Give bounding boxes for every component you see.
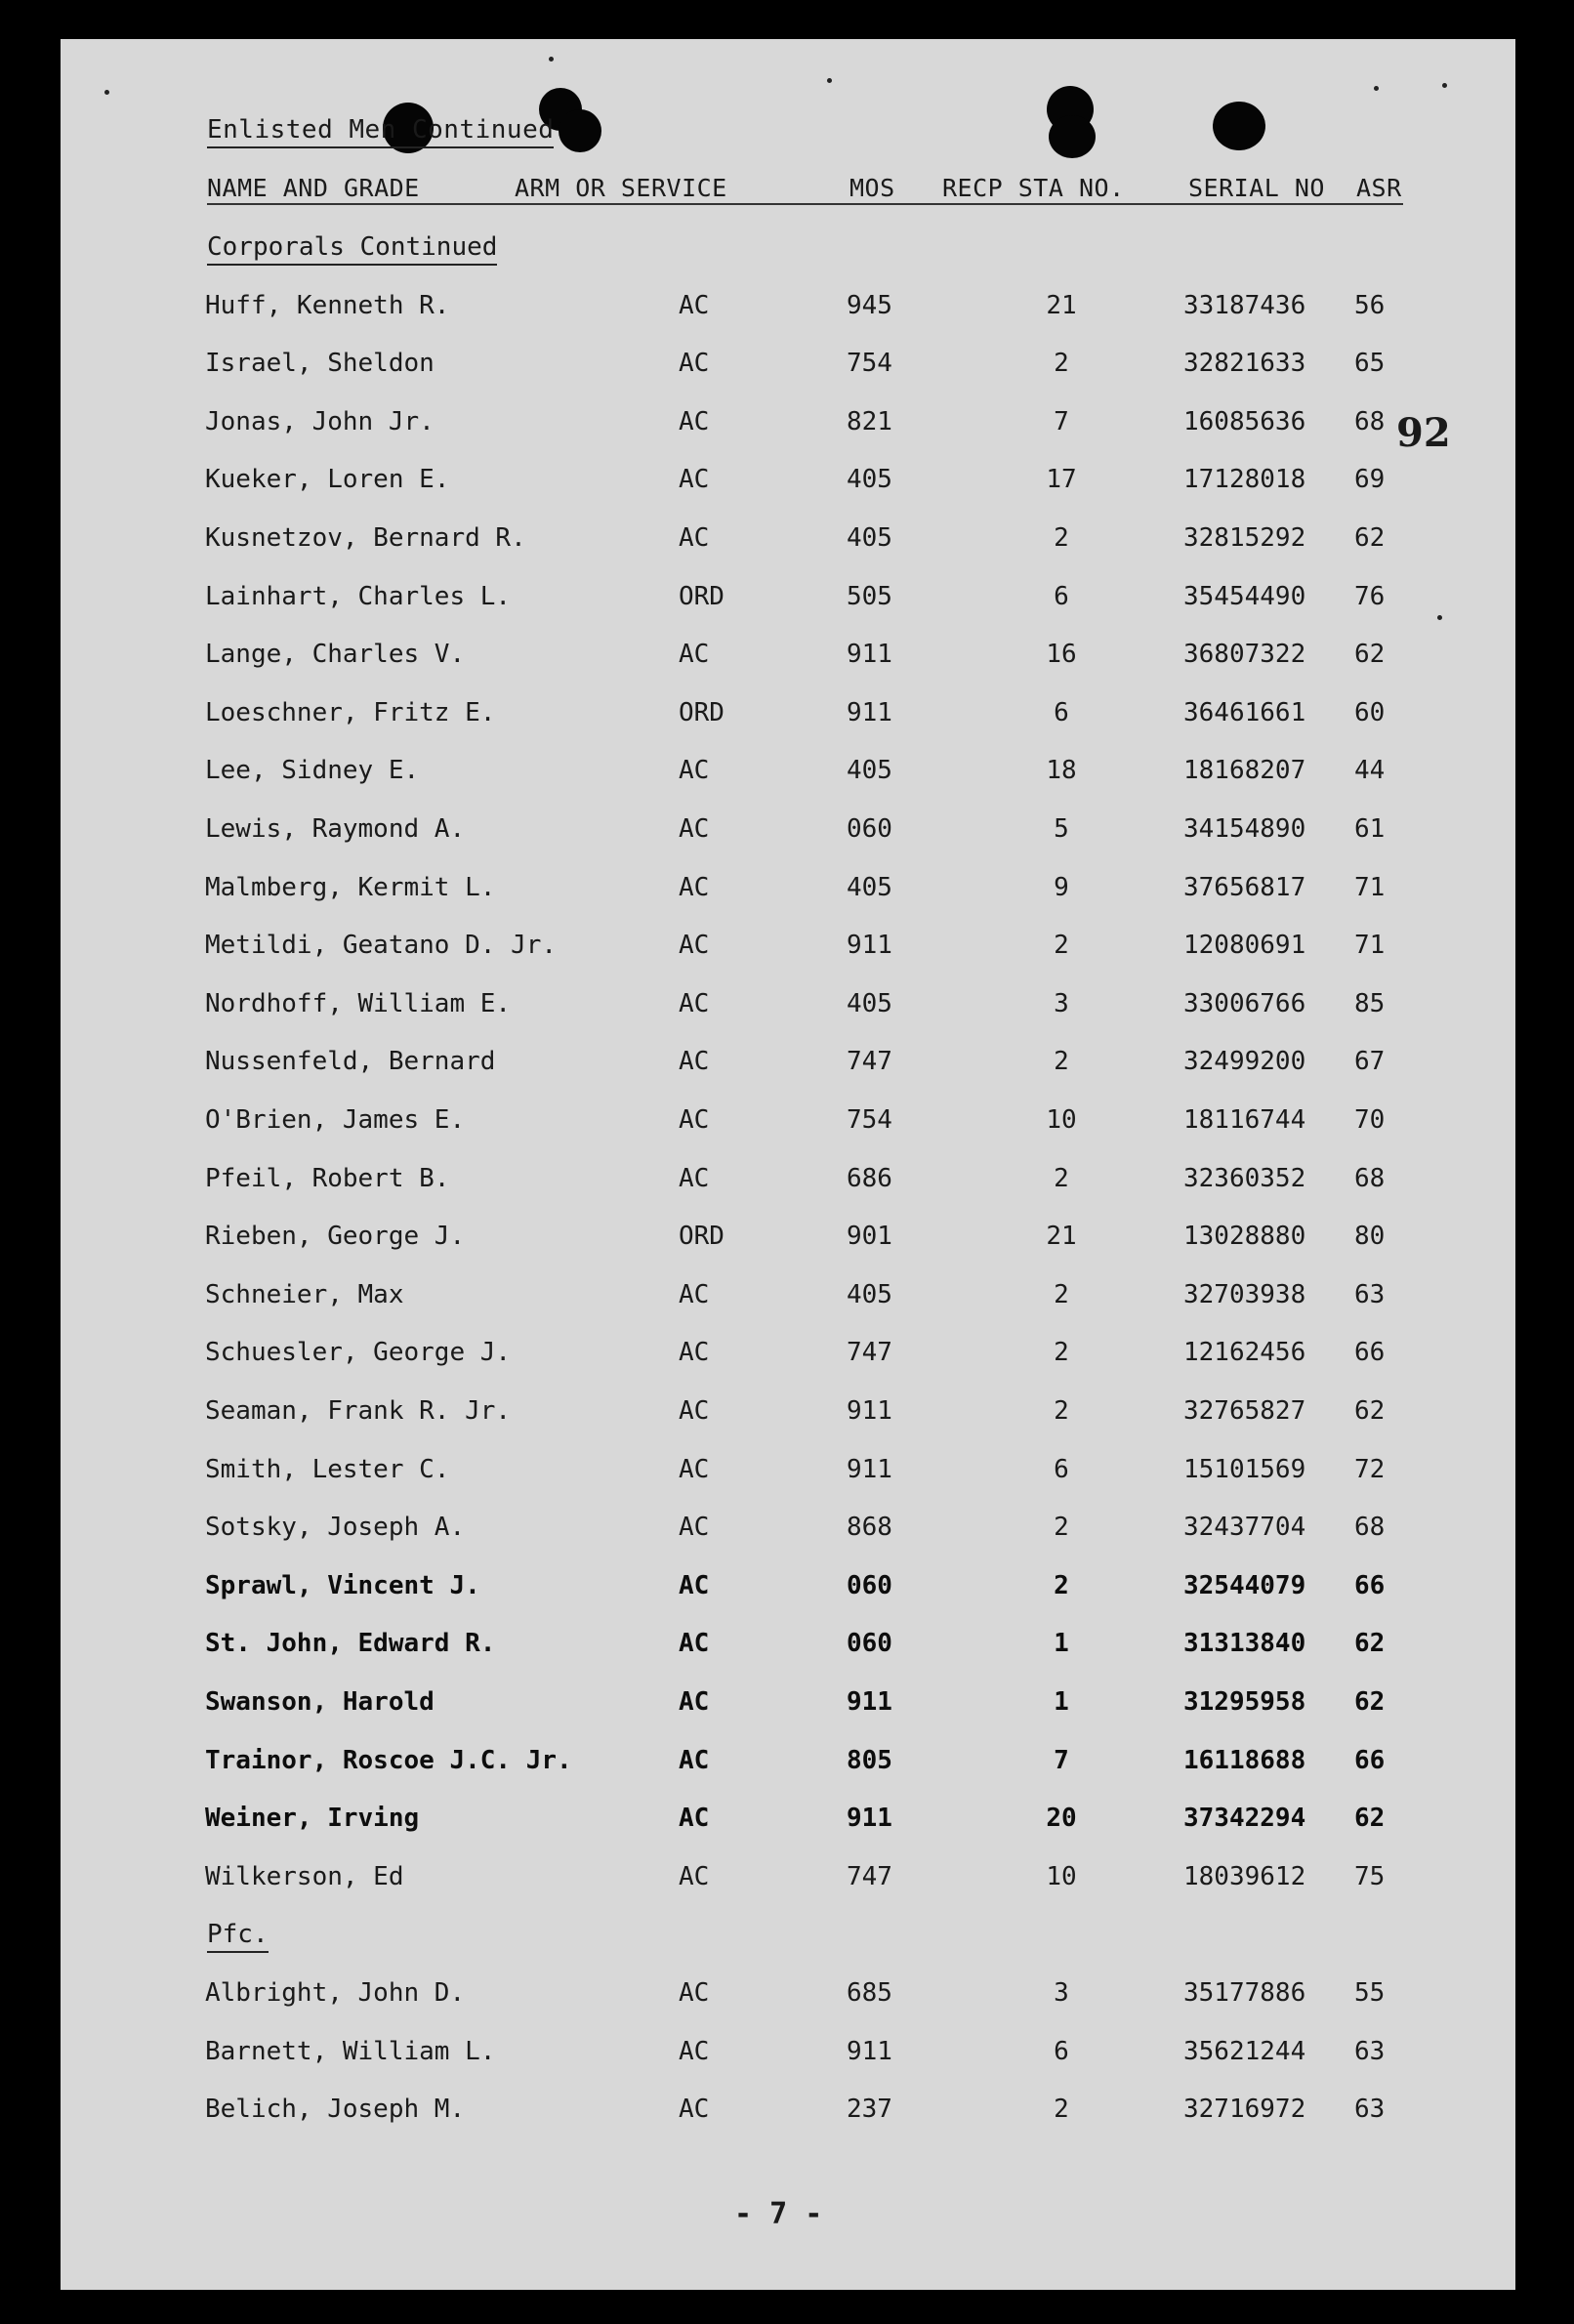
cell-serial: 12080691 xyxy=(1183,931,1306,961)
cell-name: Wilkerson, Ed xyxy=(205,1861,404,1891)
cell-serial: 15101569 xyxy=(1183,1454,1306,1484)
cell-name: Weiner, Irving xyxy=(205,1804,420,1834)
cell-recp: 1 xyxy=(1054,1687,1069,1717)
punch-hole xyxy=(1213,102,1265,150)
cell-asr: 56 xyxy=(1354,290,1386,320)
cell-asr: 62 xyxy=(1354,1687,1386,1717)
cell-mos: 060 xyxy=(847,1629,892,1659)
table-row xyxy=(61,1338,1515,1377)
table-row xyxy=(61,931,1515,970)
cell-serial: 32815292 xyxy=(1183,523,1306,553)
cell-serial: 31295958 xyxy=(1183,1687,1306,1717)
table-row xyxy=(61,1455,1515,1494)
punch-hole xyxy=(1049,115,1096,158)
table-row xyxy=(61,873,1515,912)
cell-asr: 68 xyxy=(1354,406,1386,436)
cell-arm: AC xyxy=(679,465,710,495)
cell-recp: 5 xyxy=(1054,814,1069,844)
cell-mos: 911 xyxy=(847,931,892,961)
cell-mos: 060 xyxy=(847,814,892,844)
cell-asr: 60 xyxy=(1354,697,1386,727)
cell-arm: AC xyxy=(679,2036,710,2066)
cell-name: Sotsky, Joseph A. xyxy=(205,1513,466,1543)
cell-arm: AC xyxy=(679,1396,710,1426)
cell-mos: 685 xyxy=(847,1978,892,2008)
cell-name: St. John, Edward R. xyxy=(205,1629,496,1659)
table-row xyxy=(61,291,1515,330)
cell-mos: 405 xyxy=(847,872,892,902)
cell-asr: 76 xyxy=(1354,581,1386,611)
cell-name: Smith, Lester C. xyxy=(205,1454,450,1484)
cell-serial: 33006766 xyxy=(1183,988,1306,1018)
cell-recp: 2 xyxy=(1054,1396,1069,1426)
cell-arm: AC xyxy=(679,1978,710,2008)
cell-mos: 237 xyxy=(847,2095,892,2125)
cell-arm: AC xyxy=(679,1570,710,1600)
cell-serial: 32821633 xyxy=(1183,349,1306,379)
cell-name: Nordhoff, William E. xyxy=(205,988,512,1018)
cell-asr: 71 xyxy=(1354,872,1386,902)
table-row xyxy=(61,582,1515,621)
cell-arm: AC xyxy=(679,1861,710,1891)
cell-name: Swanson, Harold xyxy=(205,1687,435,1717)
cell-asr: 71 xyxy=(1354,931,1386,961)
table-row xyxy=(61,814,1515,853)
cell-arm: AC xyxy=(679,1687,710,1717)
cell-serial: 37656817 xyxy=(1183,872,1306,902)
table-row xyxy=(61,1629,1515,1668)
cell-serial: 36807322 xyxy=(1183,640,1306,670)
cell-mos: 754 xyxy=(847,349,892,379)
cell-recp: 7 xyxy=(1054,406,1069,436)
cell-recp: 2 xyxy=(1054,1047,1069,1077)
cell-serial: 31313840 xyxy=(1183,1629,1306,1659)
cell-asr: 68 xyxy=(1354,1163,1386,1193)
cell-mos: 747 xyxy=(847,1861,892,1891)
column-header-name: NAME AND GRADE xyxy=(207,174,420,202)
cell-name: Barnett, William L. xyxy=(205,2036,496,2066)
cell-arm: AC xyxy=(679,1454,710,1484)
cell-arm: AC xyxy=(679,1745,710,1775)
cell-serial: 13028880 xyxy=(1183,1222,1306,1252)
cell-mos: 911 xyxy=(847,640,892,670)
cell-arm: AC xyxy=(679,1804,710,1834)
cell-recp: 9 xyxy=(1054,872,1069,902)
cell-mos: 405 xyxy=(847,523,892,553)
speck xyxy=(549,57,554,62)
cell-arm: AC xyxy=(679,1105,710,1135)
page-number: - 7 - xyxy=(734,2197,823,2231)
cell-asr: 67 xyxy=(1354,1047,1386,1077)
table-row xyxy=(61,2037,1515,2076)
cell-mos: 405 xyxy=(847,988,892,1018)
cell-recp: 10 xyxy=(1046,1105,1077,1135)
cell-serial: 32703938 xyxy=(1183,1279,1306,1309)
cell-mos: 747 xyxy=(847,1047,892,1077)
cell-arm: AC xyxy=(679,931,710,961)
cell-recp: 10 xyxy=(1046,1861,1077,1891)
column-header-recp: RECP STA NO. xyxy=(942,174,1125,202)
cell-name: Schneier, Max xyxy=(205,1279,404,1309)
cell-asr: 61 xyxy=(1354,814,1386,844)
cell-serial: 18116744 xyxy=(1183,1105,1306,1135)
cell-asr: 62 xyxy=(1354,1804,1386,1834)
cell-serial: 33187436 xyxy=(1183,290,1306,320)
cell-recp: 2 xyxy=(1054,523,1069,553)
cell-serial: 32360352 xyxy=(1183,1163,1306,1193)
cell-recp: 1 xyxy=(1054,1629,1069,1659)
cell-serial: 35454490 xyxy=(1183,581,1306,611)
cell-arm: AC xyxy=(679,1629,710,1659)
cell-asr: 75 xyxy=(1354,1861,1386,1891)
cell-arm: AC xyxy=(679,872,710,902)
table-row xyxy=(61,349,1515,388)
column-header-arm: ARM OR SERVICE xyxy=(515,174,727,202)
cell-serial: 17128018 xyxy=(1183,465,1306,495)
cell-mos: 911 xyxy=(847,1454,892,1484)
table-row xyxy=(61,1978,1515,2017)
cell-arm: AC xyxy=(679,640,710,670)
cell-name: Lewis, Raymond A. xyxy=(205,814,466,844)
punch-hole xyxy=(559,109,601,152)
cell-name: Nussenfeld, Bernard xyxy=(205,1047,496,1077)
cell-arm: ORD xyxy=(679,1222,725,1252)
cell-arm: AC xyxy=(679,1047,710,1077)
cell-recp: 2 xyxy=(1054,1513,1069,1543)
cell-recp: 18 xyxy=(1046,756,1077,786)
cell-serial: 16085636 xyxy=(1183,406,1306,436)
cell-asr: 85 xyxy=(1354,988,1386,1018)
table-row xyxy=(61,1280,1515,1319)
table-row xyxy=(61,1862,1515,1901)
cell-mos: 945 xyxy=(847,290,892,320)
cell-recp: 2 xyxy=(1054,931,1069,961)
cell-name: Jonas, John Jr. xyxy=(205,406,435,436)
cell-asr: 68 xyxy=(1354,1513,1386,1543)
cell-mos: 821 xyxy=(847,406,892,436)
cell-mos: 805 xyxy=(847,1745,892,1775)
cell-name: Lange, Charles V. xyxy=(205,640,466,670)
column-header-mos: MOS xyxy=(849,174,895,202)
cell-mos: 911 xyxy=(847,2036,892,2066)
cell-recp: 3 xyxy=(1054,988,1069,1018)
cell-mos: 505 xyxy=(847,581,892,611)
cell-mos: 911 xyxy=(847,1396,892,1426)
cell-serial: 34154890 xyxy=(1183,814,1306,844)
cell-recp: 2 xyxy=(1054,1570,1069,1600)
table-row xyxy=(61,989,1515,1028)
table-row xyxy=(61,756,1515,795)
cell-arm: ORD xyxy=(679,581,725,611)
table-row xyxy=(61,1746,1515,1785)
cell-asr: 55 xyxy=(1354,1978,1386,2008)
cell-asr: 66 xyxy=(1354,1338,1386,1368)
table-row xyxy=(61,1571,1515,1610)
cell-asr: 66 xyxy=(1354,1745,1386,1775)
table-row xyxy=(61,1687,1515,1726)
cell-recp: 6 xyxy=(1054,581,1069,611)
cell-recp: 17 xyxy=(1046,465,1077,495)
cell-serial: 37342294 xyxy=(1183,1804,1306,1834)
cell-mos: 911 xyxy=(847,1687,892,1717)
cell-recp: 6 xyxy=(1054,697,1069,727)
cell-asr: 62 xyxy=(1354,1396,1386,1426)
cell-serial: 36461661 xyxy=(1183,697,1306,727)
table-row xyxy=(61,1396,1515,1435)
table-row xyxy=(61,523,1515,562)
table-row xyxy=(61,1105,1515,1144)
cell-recp: 21 xyxy=(1046,290,1077,320)
table-row xyxy=(61,1513,1515,1552)
cell-asr: 63 xyxy=(1354,1279,1386,1309)
cell-mos: 060 xyxy=(847,1570,892,1600)
cell-asr: 69 xyxy=(1354,465,1386,495)
cell-name: Rieben, George J. xyxy=(205,1222,466,1252)
cell-recp: 20 xyxy=(1046,1804,1077,1834)
cell-mos: 686 xyxy=(847,1163,892,1193)
cell-arm: AC xyxy=(679,290,710,320)
cell-arm: AC xyxy=(679,2095,710,2125)
cell-name: Belich, Joseph M. xyxy=(205,2095,466,2125)
cell-mos: 911 xyxy=(847,1804,892,1834)
cell-asr: 62 xyxy=(1354,1629,1386,1659)
cell-asr: 80 xyxy=(1354,1222,1386,1252)
cell-mos: 405 xyxy=(847,756,892,786)
table-row xyxy=(61,698,1515,737)
cell-serial: 32437704 xyxy=(1183,1513,1306,1543)
header-underline xyxy=(207,203,1403,205)
cell-name: Pfeil, Robert B. xyxy=(205,1163,450,1193)
cell-mos: 405 xyxy=(847,465,892,495)
cell-recp: 2 xyxy=(1054,1163,1069,1193)
column-header-asr: ASR xyxy=(1356,174,1402,202)
cell-mos: 868 xyxy=(847,1513,892,1543)
cell-mos: 405 xyxy=(847,1279,892,1309)
cell-mos: 901 xyxy=(847,1222,892,1252)
cell-arm: AC xyxy=(679,1279,710,1309)
cell-recp: 2 xyxy=(1054,2095,1069,2125)
cell-arm: AC xyxy=(679,1338,710,1368)
cell-serial: 16118688 xyxy=(1183,1745,1306,1775)
cell-recp: 2 xyxy=(1054,1279,1069,1309)
cell-name: Israel, Sheldon xyxy=(205,349,435,379)
cell-arm: AC xyxy=(679,756,710,786)
cell-asr: 62 xyxy=(1354,640,1386,670)
cell-asr: 65 xyxy=(1354,349,1386,379)
cell-mos: 747 xyxy=(847,1338,892,1368)
cell-serial: 32765827 xyxy=(1183,1396,1306,1426)
cell-mos: 754 xyxy=(847,1105,892,1135)
cell-arm: AC xyxy=(679,988,710,1018)
table-row xyxy=(61,1047,1515,1086)
cell-serial: 18168207 xyxy=(1183,756,1306,786)
cell-asr: 62 xyxy=(1354,523,1386,553)
cell-name: Lee, Sidney E. xyxy=(205,756,420,786)
cell-arm: AC xyxy=(679,406,710,436)
cell-serial: 35177886 xyxy=(1183,1978,1306,2008)
cell-recp: 7 xyxy=(1054,1745,1069,1775)
cell-name: Lainhart, Charles L. xyxy=(205,581,512,611)
speck xyxy=(827,78,832,83)
cell-serial: 32499200 xyxy=(1183,1047,1306,1077)
cell-recp: 21 xyxy=(1046,1222,1077,1252)
cell-serial: 12162456 xyxy=(1183,1338,1306,1368)
table-row xyxy=(61,407,1515,446)
cell-name: Malmberg, Kermit L. xyxy=(205,872,496,902)
cell-arm: AC xyxy=(679,523,710,553)
table-row xyxy=(61,465,1515,504)
cell-recp: 6 xyxy=(1054,1454,1069,1484)
cell-name: Sprawl, Vincent J. xyxy=(205,1570,480,1600)
cell-serial: 32544079 xyxy=(1183,1570,1306,1600)
cell-arm: ORD xyxy=(679,697,725,727)
cell-name: Schuesler, George J. xyxy=(205,1338,512,1368)
cell-recp: 16 xyxy=(1046,640,1077,670)
cell-name: Loeschner, Fritz E. xyxy=(205,697,496,727)
cell-name: Seaman, Frank R. Jr. xyxy=(205,1396,512,1426)
table-row xyxy=(61,2095,1515,2134)
cell-name: Albright, John D. xyxy=(205,1978,466,2008)
cell-asr: 63 xyxy=(1354,2095,1386,2125)
table-row xyxy=(61,1222,1515,1261)
cell-name: Trainor, Roscoe J.C. Jr. xyxy=(205,1745,572,1775)
table-row xyxy=(61,640,1515,679)
column-header-serial: SERIAL NO xyxy=(1188,174,1325,202)
speck xyxy=(104,90,109,95)
cell-name: Metildi, Geatano D. Jr. xyxy=(205,931,558,961)
speck xyxy=(1374,86,1379,91)
table-row xyxy=(61,1164,1515,1203)
section-label: Pfc. xyxy=(207,1920,269,1953)
cell-name: Huff, Kenneth R. xyxy=(205,290,450,320)
cell-asr: 66 xyxy=(1354,1570,1386,1600)
cell-arm: AC xyxy=(679,814,710,844)
document-heading: Enlisted Men Continued xyxy=(207,115,554,148)
cell-asr: 70 xyxy=(1354,1105,1386,1135)
document-page xyxy=(61,39,1515,2290)
cell-name: O'Brien, James E. xyxy=(205,1105,466,1135)
cell-recp: 3 xyxy=(1054,1978,1069,2008)
section-label: Corporals Continued xyxy=(207,232,497,266)
cell-mos: 911 xyxy=(847,697,892,727)
cell-recp: 2 xyxy=(1054,1338,1069,1368)
cell-asr: 72 xyxy=(1354,1454,1386,1484)
cell-serial: 32716972 xyxy=(1183,2095,1306,2125)
cell-arm: AC xyxy=(679,1513,710,1543)
cell-asr: 63 xyxy=(1354,2036,1386,2066)
cell-recp: 6 xyxy=(1054,2036,1069,2066)
cell-arm: AC xyxy=(679,1163,710,1193)
cell-name: Kusnetzov, Bernard R. xyxy=(205,523,526,553)
cell-recp: 2 xyxy=(1054,349,1069,379)
speck xyxy=(1442,83,1447,88)
cell-arm: AC xyxy=(679,349,710,379)
table-row xyxy=(61,1804,1515,1843)
cell-serial: 35621244 xyxy=(1183,2036,1306,2066)
margin-number: 92 xyxy=(1396,410,1451,456)
cell-asr: 44 xyxy=(1354,756,1386,786)
cell-name: Kueker, Loren E. xyxy=(205,465,450,495)
cell-serial: 18039612 xyxy=(1183,1861,1306,1891)
